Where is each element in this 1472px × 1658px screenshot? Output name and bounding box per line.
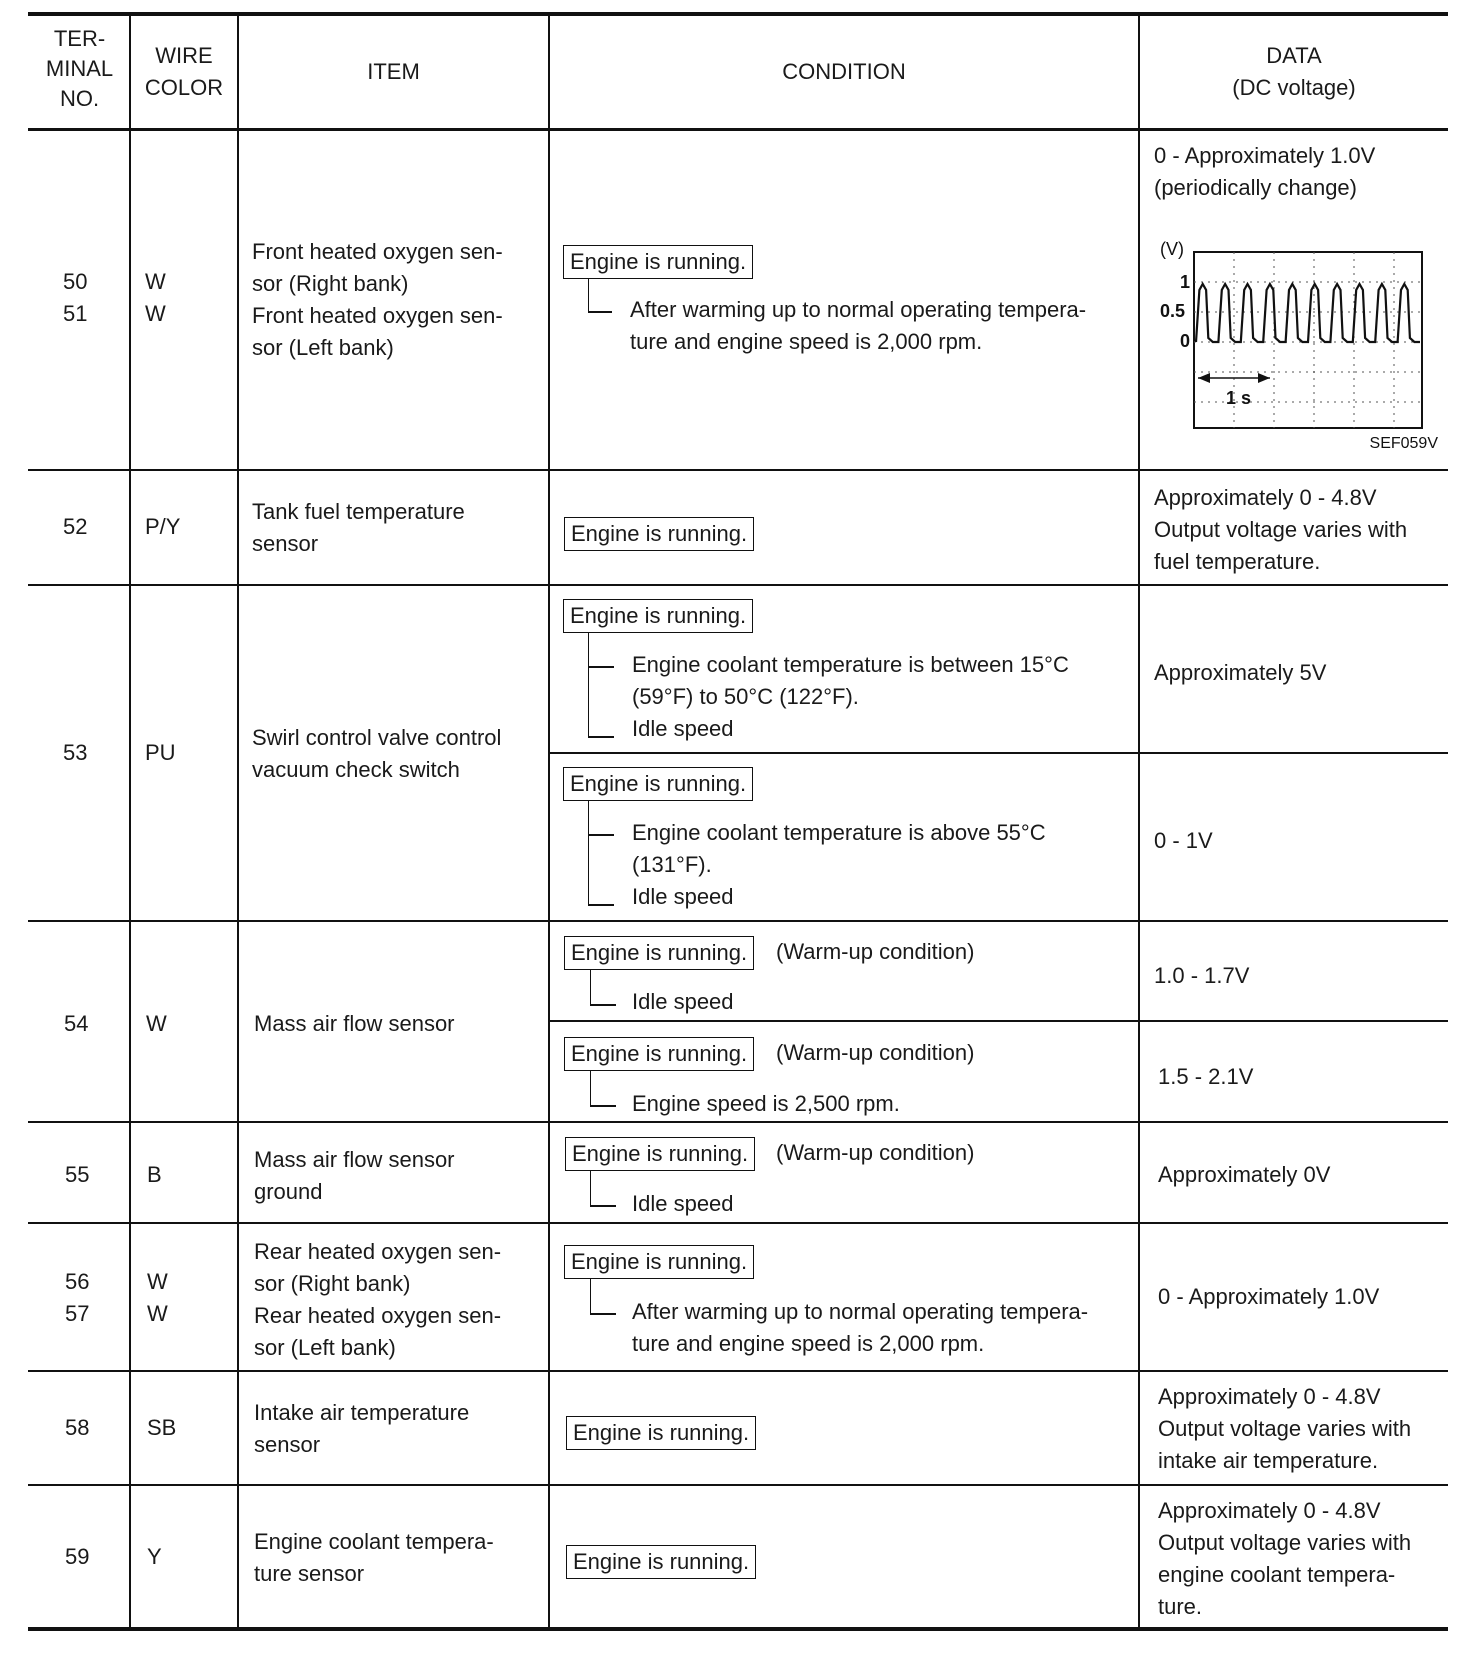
condition-detail: Engine coolant temperature is between 15°C (59°F) to 50°C (122°F). Idle speed xyxy=(632,652,1069,741)
condition-box: Engine is running. xyxy=(563,767,753,801)
condition-box: Engine is running. xyxy=(564,936,754,970)
time-scale-label: 1 s xyxy=(1226,388,1252,408)
wire-color: B xyxy=(147,1162,162,1187)
condition-box: Engine is running. xyxy=(563,599,753,633)
time-arrow-left xyxy=(1198,373,1210,383)
condition-note: (Warm-up condition) xyxy=(776,939,975,964)
waveform-signal xyxy=(1196,284,1420,342)
item-name: Rear heated oxygen sen- sor (Right bank) Rear heated oxygen sen- sor (Left bank) xyxy=(254,1239,502,1360)
condition-tree xyxy=(590,1279,591,1314)
row-separator xyxy=(28,469,1448,471)
item-name: Mass air flow sensor xyxy=(254,1011,455,1036)
condition-tree xyxy=(590,1071,591,1106)
table-top-rule xyxy=(28,12,1448,16)
condition-branch xyxy=(590,1105,616,1107)
condition-branch xyxy=(588,834,614,836)
condition-box: Engine is running. xyxy=(564,517,754,551)
data-value: 0 - 1V xyxy=(1154,828,1213,853)
condition-box: Engine is running. xyxy=(564,1037,754,1071)
wire-color: W W xyxy=(145,269,166,326)
condition-box: Engine is running. xyxy=(566,1545,756,1579)
item-name: Tank fuel temperature sensor xyxy=(252,499,465,556)
wire-color: W W xyxy=(147,1269,168,1326)
terminal-number: 50 51 xyxy=(63,269,88,326)
column-divider xyxy=(237,14,239,1629)
waveform-y-unit: (V) xyxy=(1160,239,1184,259)
condition-detail: Engine coolant temperature is above 55°C (131°F). Idle speed xyxy=(632,820,1046,909)
condition-box: Engine is running. xyxy=(564,1245,754,1279)
item-name: Mass air flow sensor ground xyxy=(254,1147,455,1204)
header-terminal: TER- MINAL NO. xyxy=(45,26,114,111)
column-divider xyxy=(548,14,550,1629)
data-value: Approximately 0 - 4.8V Output voltage varies with intake air temperature. xyxy=(1158,1384,1412,1473)
condition-branch xyxy=(588,666,614,668)
condition-branch xyxy=(590,1205,616,1207)
condition-tree xyxy=(590,970,591,1005)
wire-color: SB xyxy=(147,1415,177,1440)
header-wire-color: WIRE COLOR xyxy=(144,43,224,100)
header-bottom-rule xyxy=(28,128,1448,131)
data-value: 1.0 - 1.7V xyxy=(1154,963,1250,988)
terminal-number: 59 xyxy=(65,1544,90,1569)
waveform-chart xyxy=(1154,232,1440,454)
condition-note: (Warm-up condition) xyxy=(776,1040,975,1065)
terminal-number: 55 xyxy=(65,1162,90,1187)
terminal-number: 54 xyxy=(64,1011,89,1036)
data-value: Approximately 0V xyxy=(1158,1162,1331,1187)
data-value: 1.5 - 2.1V xyxy=(1158,1064,1254,1089)
data-value: 0 - Approximately 1.0V (periodically change) xyxy=(1154,143,1376,200)
data-value: Approximately 0 - 4.8V Output voltage varies with fuel temperature. xyxy=(1154,485,1408,574)
figure-code: SEF059V xyxy=(1369,435,1438,452)
waveform-tick-0: 0 xyxy=(1180,331,1191,351)
terminal-number: 58 xyxy=(65,1415,90,1440)
row-separator xyxy=(28,1222,1448,1224)
condition-detail: Engine speed is 2,500 rpm. xyxy=(632,1091,900,1116)
condition-detail: Idle speed xyxy=(632,1191,734,1216)
condition-tree xyxy=(588,801,589,905)
condition-branch xyxy=(590,1004,616,1006)
table-bottom-rule xyxy=(28,1627,1448,1631)
item-name: Engine coolant tempera- ture sensor xyxy=(254,1529,494,1586)
data-value: Approximately 5V xyxy=(1154,660,1327,685)
row-separator xyxy=(28,920,1448,922)
data-value: Approximately 0 - 4.8V Output voltage varies with engine coolant tempera- ture. xyxy=(1158,1498,1412,1619)
terminal-number: 52 xyxy=(63,514,88,539)
condition-tree xyxy=(588,279,589,311)
condition-box: Engine is running. xyxy=(566,1416,756,1450)
condition-detail: After warming up to normal operating tempera- ture and engine speed is 2,000 rpm. xyxy=(630,297,1087,354)
terminal-number: 53 xyxy=(63,740,88,765)
subrow-separator xyxy=(549,1020,1448,1022)
condition-branch xyxy=(588,904,614,906)
time-arrow-right xyxy=(1258,373,1270,383)
condition-box: Engine is running. xyxy=(563,245,753,279)
item-name: Front heated oxygen sen- sor (Right bank) Front heated oxygen sen- sor (Left bank) xyxy=(252,239,503,360)
column-divider xyxy=(129,14,131,1629)
wire-color: P/Y xyxy=(145,514,181,539)
row-separator xyxy=(28,584,1448,586)
waveform-tick-05: 0.5 xyxy=(1160,301,1186,321)
row-separator xyxy=(28,1484,1448,1486)
header-data: DATA (DC voltage) xyxy=(1232,43,1356,100)
condition-box: Engine is running. xyxy=(565,1137,755,1171)
header-condition: CONDITION xyxy=(782,59,906,84)
wire-color: Y xyxy=(147,1544,162,1569)
subrow-separator xyxy=(549,752,1448,754)
condition-detail: After warming up to normal operating tempera- ture and engine speed is 2,000 rpm. xyxy=(632,1299,1089,1356)
header-item: ITEM xyxy=(367,59,420,84)
item-name: Swirl control valve control vacuum check switch xyxy=(252,725,502,782)
condition-branch xyxy=(588,736,614,738)
column-divider xyxy=(1138,14,1140,1629)
condition-note: (Warm-up condition) xyxy=(776,1140,975,1165)
condition-tree xyxy=(590,1171,591,1206)
waveform-tick-1: 1 xyxy=(1180,272,1191,292)
condition-branch xyxy=(588,311,612,313)
wire-color: W xyxy=(146,1011,167,1036)
row-separator xyxy=(28,1121,1448,1123)
condition-branch xyxy=(590,1313,616,1315)
terminal-number: 56 57 xyxy=(65,1269,90,1326)
condition-detail: Idle speed xyxy=(632,989,734,1014)
row-separator xyxy=(28,1370,1448,1372)
data-value: 0 - Approximately 1.0V xyxy=(1158,1284,1380,1309)
wire-color: PU xyxy=(145,740,176,765)
condition-tree xyxy=(588,633,589,737)
item-name: Intake air temperature sensor xyxy=(254,1400,470,1457)
